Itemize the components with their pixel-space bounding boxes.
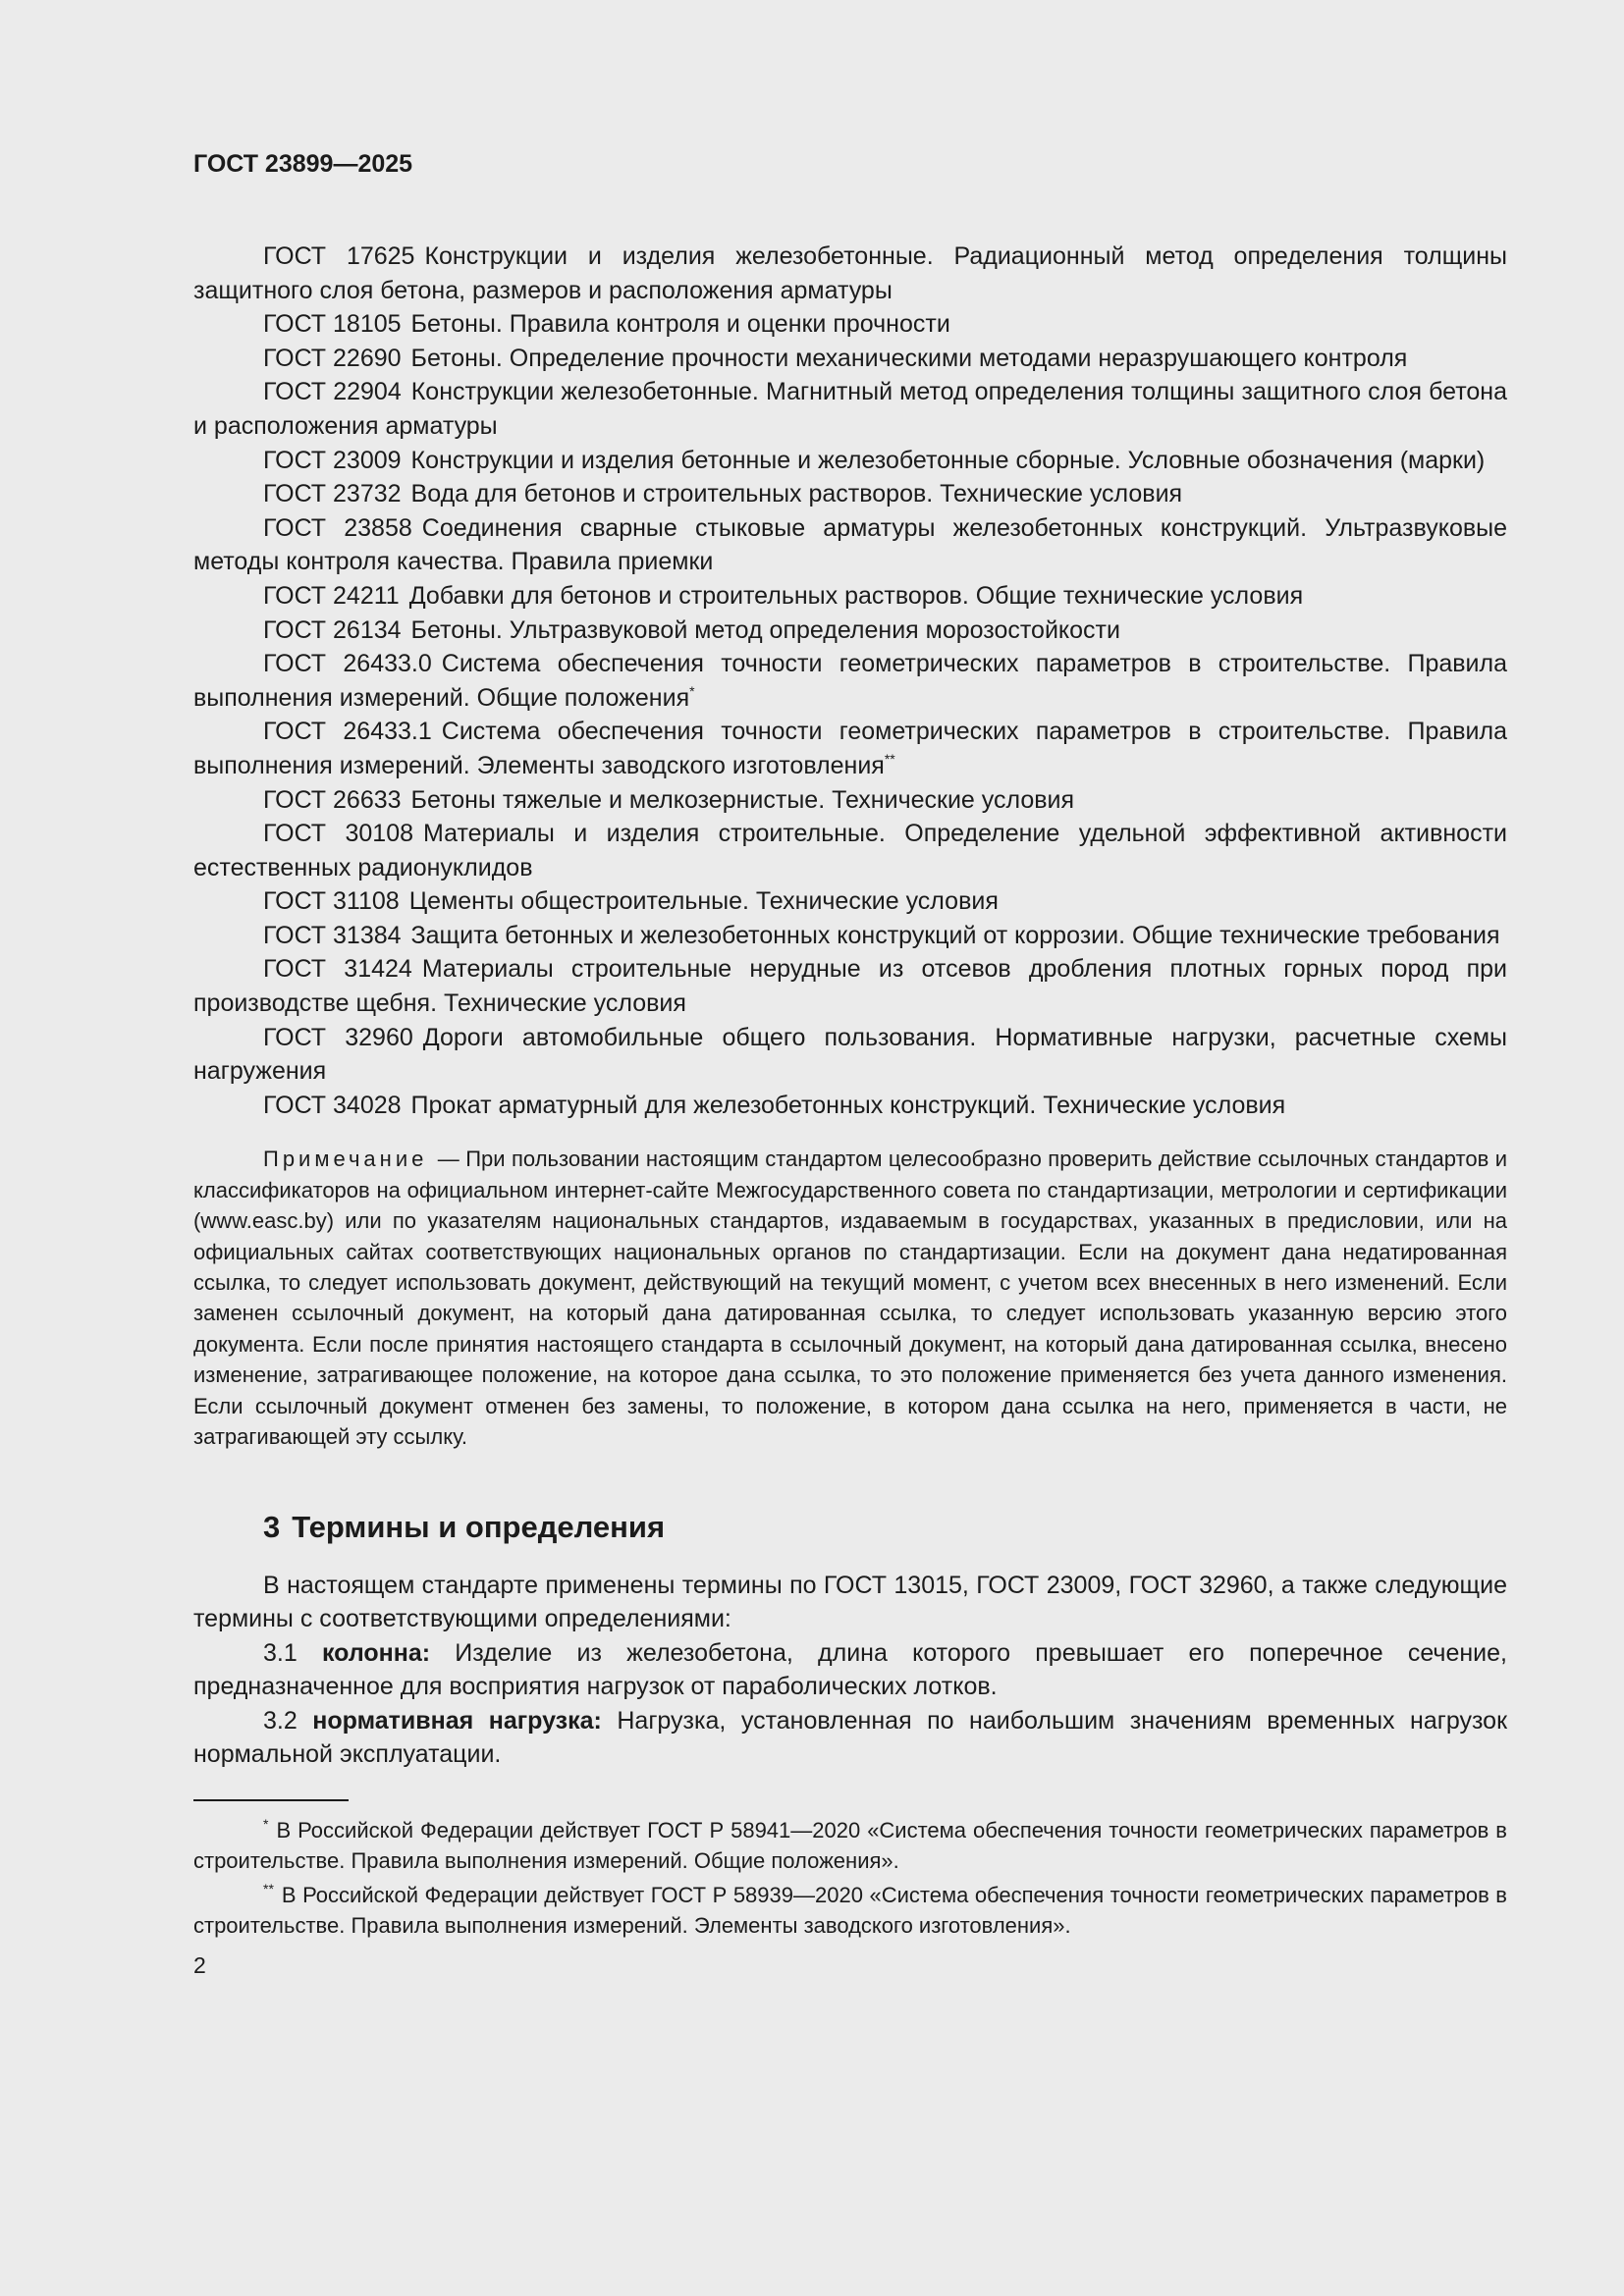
reference-code: ГОСТ 31384 bbox=[263, 921, 402, 949]
reference-title: Дороги автомобильные общего пользования. Нормативные нагрузки, расчетные схемы нагружения bbox=[193, 1023, 1507, 1086]
term-name: колонна: bbox=[321, 1638, 431, 1667]
reference-title: Система обеспечения точности геометрических параметров в строительстве. Правила выполнения измерений. Общие положения bbox=[193, 650, 1508, 712]
reference-title: Конструкции и изделия бетонные и железобетонные сборные. Условные обозначения (марки) bbox=[410, 446, 1486, 474]
section-intro: В настоящем стандарте применены термины по ГОСТ 13015, ГОСТ 23009, ГОСТ 32960, а также следующие термины с соответствующими определениями: bbox=[193, 1571, 1507, 1633]
note-label: Примечание bbox=[263, 1147, 428, 1172]
reference-item bbox=[193, 240, 1507, 307]
reference-code: ГОСТ 26633 bbox=[263, 785, 402, 814]
reference-item bbox=[193, 579, 1507, 614]
reference-title: Соединения сварные стыковые арматуры железобетонных конструкций. Ультразвуковые методы контроля качества. Правила приемки bbox=[193, 513, 1508, 576]
reference-title: Вода для бетонов и строительных растворов. Технические условия bbox=[410, 480, 1183, 508]
reference-item bbox=[193, 511, 1507, 579]
reference-title: Добавки для бетонов и строительных растворов. Общие технические условия bbox=[408, 581, 1304, 610]
footnote-separator bbox=[193, 1799, 349, 1801]
footnote-marker: * bbox=[689, 682, 695, 699]
term-name: нормативная нагрузка: bbox=[312, 1706, 602, 1735]
reference-code: ГОСТ 22904 bbox=[263, 378, 402, 406]
reference-item bbox=[193, 817, 1507, 884]
reference-title: Цементы общестроительные. Технические условия bbox=[408, 887, 999, 916]
reference-item bbox=[193, 715, 1507, 782]
reference-code: ГОСТ 32960 bbox=[263, 1023, 413, 1051]
reference-code: ГОСТ 18105 bbox=[263, 310, 402, 339]
footnote-mark: ** bbox=[263, 1881, 274, 1897]
reference-item bbox=[193, 375, 1507, 443]
term-text: Изделие из железобетона, длина которого превышает его поперечное сечение, предназначенное для восприятия нагрузок от параболических лотков. bbox=[193, 1638, 1507, 1701]
document-page bbox=[193, 147, 1507, 1980]
reference-item bbox=[193, 342, 1507, 376]
reference-code: ГОСТ 23858 bbox=[263, 513, 412, 542]
note-paragraph bbox=[193, 1144, 1507, 1452]
reference-title: Конструкции и изделия железобетонные. Радиационный метод определения толщины защитного слоя бетона, размеров и расположения арматуры bbox=[193, 242, 1507, 304]
reference-title: Система обеспечения точности геометрических параметров в строительстве. Правила выполнения измерений. Элементы заводского изготовления bbox=[193, 718, 1508, 779]
reference-code: ГОСТ 31108 bbox=[263, 887, 400, 916]
reference-code: ГОСТ 17625 bbox=[263, 242, 415, 270]
reference-title: Бетоны. Определение прочности механическими методами неразрушающего контроля bbox=[410, 344, 1408, 372]
reference-code: ГОСТ 26433.0 bbox=[263, 650, 432, 678]
reference-code: ГОСТ 34028 bbox=[263, 1091, 402, 1119]
footnote-marker: ** bbox=[884, 750, 895, 767]
reference-title: Бетоны. Правила контроля и оценки прочности bbox=[410, 310, 950, 339]
page-number: 2 bbox=[193, 1952, 206, 1979]
reference-item bbox=[193, 1021, 1507, 1089]
reference-code: ГОСТ 31424 bbox=[263, 955, 412, 984]
footnote-mark: * bbox=[263, 1816, 269, 1833]
reference-code: ГОСТ 23009 bbox=[263, 446, 402, 474]
reference-item bbox=[193, 307, 1507, 342]
reference-item bbox=[193, 783, 1507, 818]
term-text: Нагрузка, установленная по наибольшим значениям временных нагрузок нормальной эксплуатации. bbox=[193, 1706, 1508, 1769]
section-title: Термины и определения bbox=[292, 1509, 666, 1544]
reference-title: Конструкции железобетонные. Магнитный метод определения толщины защитного слоя бетона и расположения арматуры bbox=[193, 378, 1507, 440]
reference-item bbox=[193, 614, 1507, 648]
reference-title: Прокат арматурный для железобетонных конструкций. Технические условия bbox=[410, 1091, 1286, 1119]
reference-title: Бетоны тяжелые и мелкозернистые. Технические условия bbox=[410, 785, 1075, 814]
reference-code: ГОСТ 23732 bbox=[263, 480, 402, 508]
reference-title: Материалы и изделия строительные. Определение удельной эффективной активности естественных радионуклидов bbox=[193, 820, 1507, 881]
reference-code: ГОСТ 26433.1 bbox=[263, 718, 432, 746]
reference-item bbox=[193, 477, 1507, 511]
reference-item bbox=[193, 1089, 1507, 1123]
footnote bbox=[193, 1815, 1507, 1876]
reference-code: ГОСТ 30108 bbox=[263, 820, 413, 848]
section-number: 3 bbox=[263, 1509, 281, 1544]
reference-title: Материалы строительные нерудные из отсевов дробления плотных горных пород при производстве щебня. Технические условия bbox=[193, 955, 1507, 1018]
reference-title: Защита бетонных и железобетонных конструкций от коррозии. Общие технические требования bbox=[410, 921, 1500, 949]
footnote-text: В Российской Федерации действует ГОСТ Р 58941—2020 «Система обеспечения точности геометрических параметров в строительстве. Правила выполнения измерений. Общие положения». bbox=[193, 1818, 1507, 1874]
reference-item bbox=[193, 884, 1507, 919]
term-number: 3.1 bbox=[263, 1638, 298, 1667]
reference-item bbox=[193, 919, 1507, 953]
reference-item bbox=[193, 647, 1507, 715]
reference-item bbox=[193, 444, 1507, 478]
footnote bbox=[193, 1880, 1507, 1941]
term-definition bbox=[193, 1704, 1507, 1772]
note-text: — При пользовании настоящим стандартом целесообразно проверить действие ссылочных стандартов и классификаторов на официальном интернет-сайте Межгосударственного совета по стандартизации, метрологии и сертификации (www.easc.by) или по указателям национальных стандартов, издаваемым в государствах, указанных в предисловии, или на официальных сайтах соответствующих национальных органов по стандартизации. Если на документ дана недатированная ссылка, то следует использовать документ, действующий на текущий момент, с учетом всех внесенных в него изменений. Если заменен ссылочный документ, на который дана датированная ссылка, то следует использовать указанную версию этого документа. Если после принятия настоящего стандарта в ссылочный документ, на который дана датированная ссылка, внесено изменение, затрагивающее положение, на которое дана ссылка, то это положение применяется без учета данного изменения. Если ссылочный документ отменен без замены, то положение, в котором дана ссылка на него, применяется в части, не затрагивающей эту ссылку. bbox=[193, 1147, 1507, 1450]
footnote-text: В Российской Федерации действует ГОСТ Р 58939—2020 «Система обеспечения точности геометрических параметров в строительстве. Правила выполнения измерений. Элементы заводского изготовления». bbox=[193, 1883, 1507, 1939]
term-number: 3.2 bbox=[263, 1706, 298, 1735]
term-definition bbox=[193, 1636, 1507, 1704]
document-header: ГОСТ 23899—2025 bbox=[193, 150, 413, 178]
reference-code: ГОСТ 26134 bbox=[263, 615, 402, 644]
reference-code: ГОСТ 24211 bbox=[263, 581, 400, 610]
reference-title: Бетоны. Ультразвуковой метод определения морозостойкости bbox=[410, 615, 1120, 644]
reference-code: ГОСТ 22690 bbox=[263, 344, 402, 372]
section-heading bbox=[263, 1508, 1507, 1547]
normative-references-list bbox=[193, 240, 1507, 1122]
reference-item bbox=[193, 952, 1507, 1020]
